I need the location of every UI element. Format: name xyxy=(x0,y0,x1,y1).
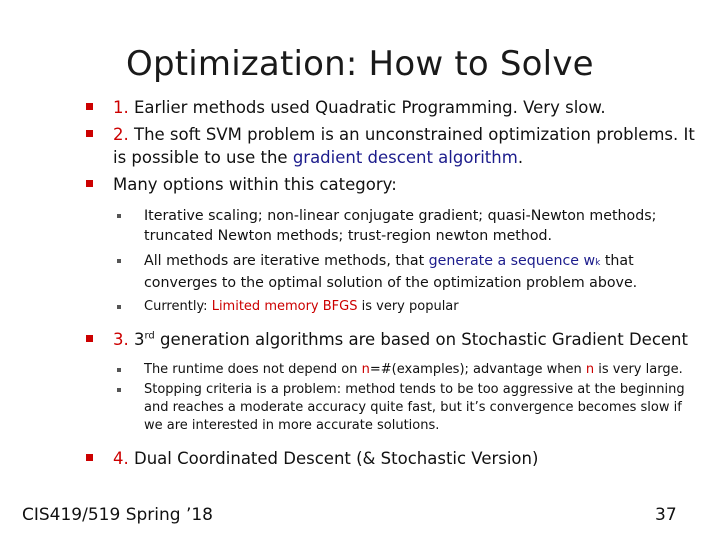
sub-bullet-text: All methods are iterative methods, that xyxy=(144,253,429,269)
bullet-4 xyxy=(84,328,702,351)
bullet-text: Dual Coordinated Descent (& Stochastic Version) xyxy=(128,449,539,468)
square-bullet-icon xyxy=(86,130,93,137)
subscript-text: k xyxy=(595,258,601,268)
bullet-3 xyxy=(84,173,702,196)
highlight-text: n xyxy=(585,362,595,377)
sub-bullet-text-end: is very popular xyxy=(357,299,459,314)
bullet-2 xyxy=(84,123,702,169)
bullet-text: Many options within this category: xyxy=(113,175,397,194)
page-number: 37 xyxy=(655,505,677,525)
bullet-text: 3 xyxy=(128,330,145,349)
sub-bullet-text-end: is very large. xyxy=(594,362,683,377)
sub-bullet-text: Stopping criteria is a problem: method tends to be too aggressive at the beginning and reaches a moderate accuracy quite fast, but it’s convergence becomes slow if we are interested in more accurate solutions. xyxy=(144,382,685,433)
highlight-text: gradient descent algorithm xyxy=(292,148,518,167)
sub-bullet-text-end: that converges to the optimal solution of the optimization problem above. xyxy=(144,253,638,291)
footer-course: CIS419/519 Spring ’18 xyxy=(22,505,214,525)
bullet-number: 3. xyxy=(113,330,129,349)
superscript-text: rd xyxy=(144,330,155,342)
sub-bullet-text: =#(examples); advantage when xyxy=(369,362,586,377)
bullet-text: The soft SVM problem is an unconstrained optimization problems. It is possible to use the xyxy=(113,125,695,167)
small-square-bullet-icon xyxy=(117,305,121,309)
bullet-text-end: . xyxy=(517,148,524,167)
sub-bullet xyxy=(84,298,702,316)
sub-bullet-text: The runtime does not depend on xyxy=(144,362,362,377)
highlight-text: generate a sequence w xyxy=(428,253,596,269)
sub-bullet xyxy=(84,361,702,379)
slide-title: Optimization: How to Solve xyxy=(126,44,594,84)
square-bullet-icon xyxy=(86,454,93,461)
sub-bullet xyxy=(84,251,702,293)
small-square-bullet-icon xyxy=(117,388,121,392)
bullet-number: 1. xyxy=(113,98,129,117)
sub-bullet xyxy=(84,206,702,246)
bullet-number: 4. xyxy=(113,449,129,468)
bullet-number: 2. xyxy=(113,125,129,144)
small-square-bullet-icon xyxy=(117,214,121,218)
bullet-1 xyxy=(84,96,702,119)
sub-bullet xyxy=(84,381,702,435)
highlight-text: Limited memory BFGS xyxy=(211,299,358,314)
highlight-text: n xyxy=(361,362,370,377)
square-bullet-icon xyxy=(86,335,93,342)
bullet-5 xyxy=(84,447,702,470)
bullet-text: Earlier methods used Quadratic Programming. Very slow. xyxy=(134,98,606,117)
square-bullet-icon xyxy=(86,180,93,187)
sub-bullet-text: Currently: xyxy=(144,299,212,314)
slide-content xyxy=(84,96,702,474)
sub-bullet-text: Iterative scaling; non-linear conjugate gradient; quasi-Newton methods; truncated Newton methods; trust-region newton method. xyxy=(144,208,657,244)
small-square-bullet-icon xyxy=(117,259,121,263)
square-bullet-icon xyxy=(86,103,93,110)
small-square-bullet-icon xyxy=(117,368,121,372)
bullet-text-end: generation algorithms are based on Stochastic Gradient Decent xyxy=(154,330,688,349)
